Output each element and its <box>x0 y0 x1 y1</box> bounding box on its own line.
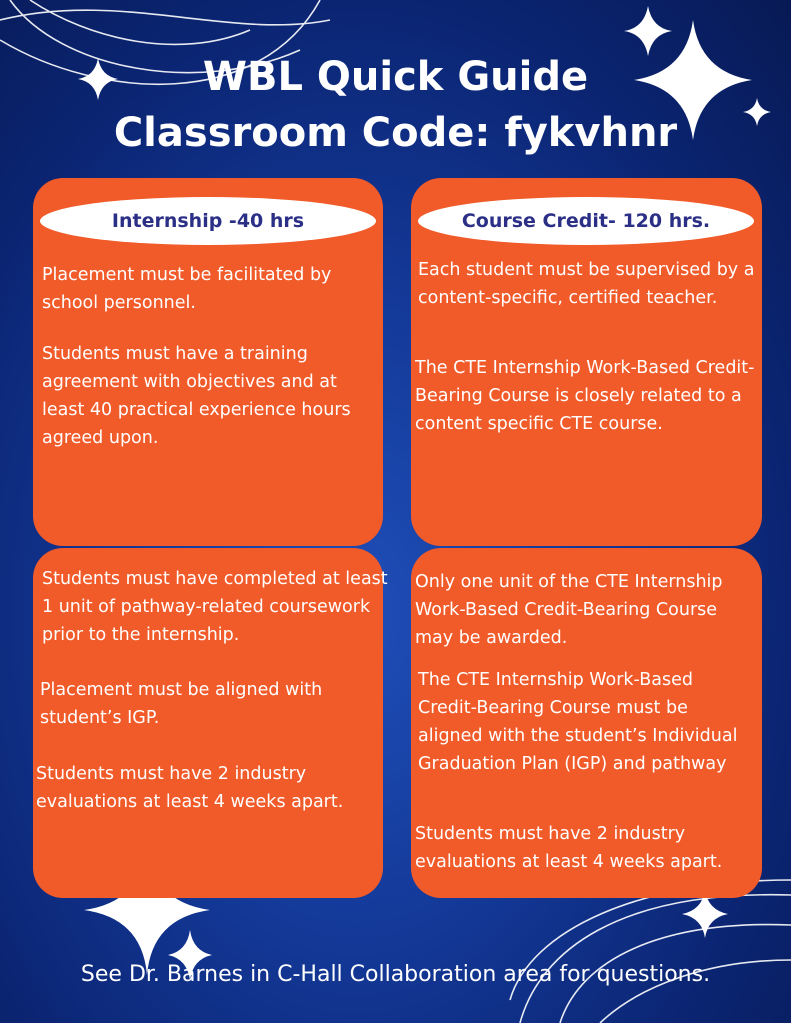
internship-paragraph: Placement must be facilitated by school personnel. <box>42 265 332 313</box>
internship-paragraph: Placement must be aligned with student’s IGP. <box>40 680 323 728</box>
course-credit-heading <box>418 197 754 245</box>
page-title: WBL Quick Guide <box>202 54 589 100</box>
course-credit-paragraph: The CTE Internship Work-Based Credit-Bearing Course must be aligned with the student’s Individual Graduation Plan (IGP) and pathway <box>418 670 738 774</box>
course-credit-heading-label: Course Credit- 120 hrs. <box>461 210 711 232</box>
course-credit-paragraph: The CTE Internship Work-Based Credit-Bearing Course is closely related to a content specific CTE course. <box>415 358 755 434</box>
internship-heading-label: Internship -40 hrs <box>111 210 305 232</box>
swoosh-lines-bottom <box>510 880 791 1023</box>
internship-paragraph: Students must have 2 industry evaluations at least 4 weeks apart. <box>36 764 344 812</box>
internship-paragraph: Students must have completed at least 1 unit of pathway-related coursework prior to the internship. <box>42 569 388 645</box>
internship-heading <box>40 197 376 245</box>
course-credit-paragraph: Only one unit of the CTE Internship Work-Based Credit-Bearing Course may be awarded. <box>415 572 723 648</box>
course-credit-paragraph: Each student must be supervised by a content-specific, certified teacher. <box>418 260 755 308</box>
sparkle-icon <box>624 6 672 56</box>
classroom-code: Classroom Code: fykvhnr <box>113 110 678 156</box>
course-credit-paragraph: Students must have 2 industry evaluations at least 4 weeks apart. <box>415 824 723 872</box>
internship-paragraph: Students must have a training agreement with objectives and at least 40 practical experience hours agreed upon. <box>42 344 351 448</box>
footer-note: See Dr. Barnes in C-Hall Collaboration area for questions. <box>80 962 711 987</box>
